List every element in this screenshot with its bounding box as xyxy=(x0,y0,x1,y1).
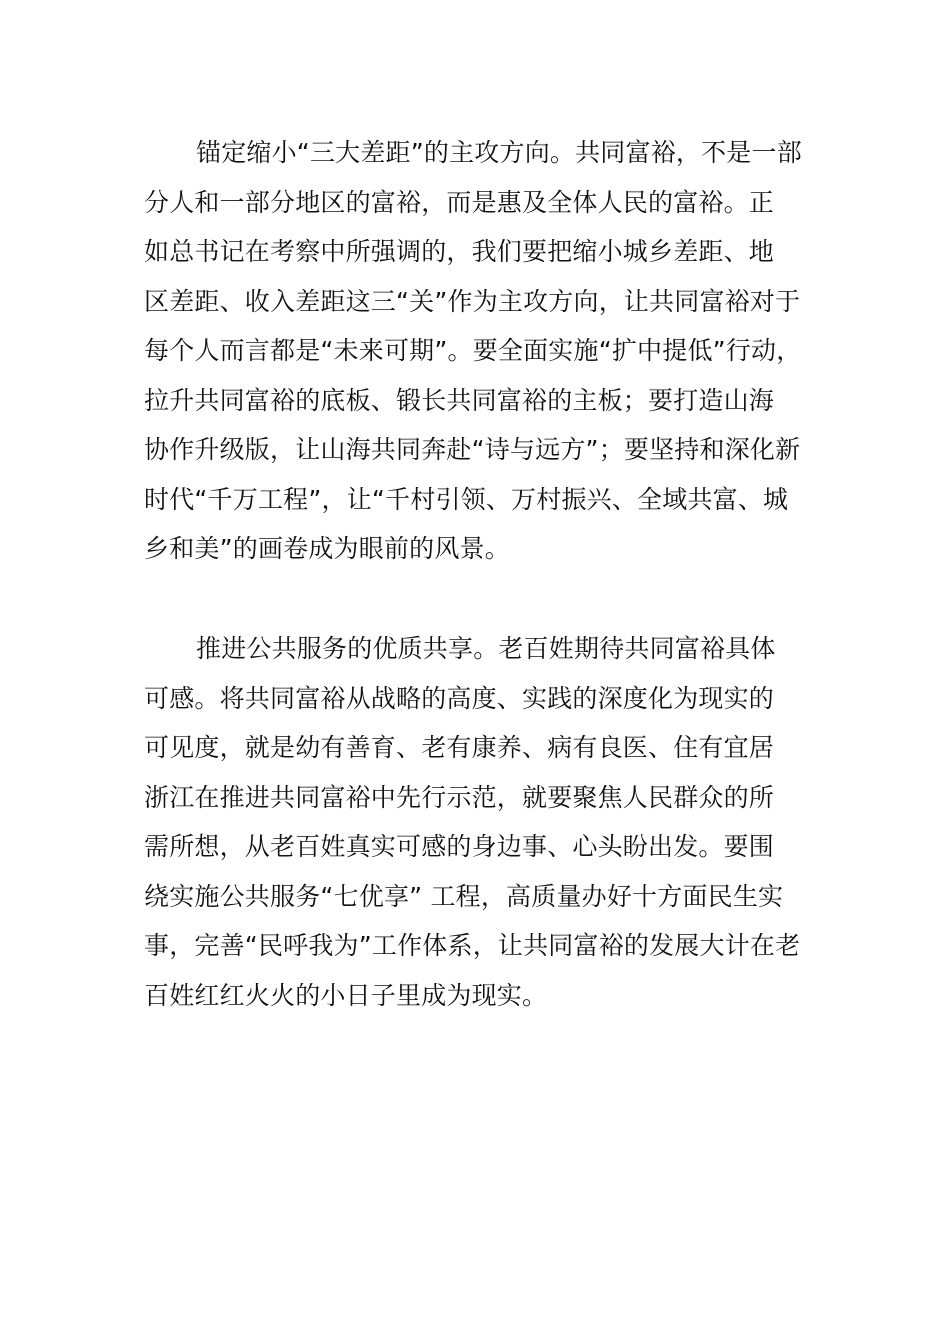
paragraph-line: 事，完善“民呼我为”工作体系，让共同富裕的发展大计在老 xyxy=(144,931,801,960)
paragraph-line: 时代“千万工程”，让“千村引领、万村振兴、全域共富、城 xyxy=(144,484,789,514)
paragraph-line: 锚定缩小“三大差距”的主攻方向。共同富裕，不是一部 xyxy=(196,138,802,167)
paragraph-line: 绕实施公共服务“七优享” 工程，高质量办好十方面民生实 xyxy=(144,881,784,911)
paragraph-line: 浙江在推进共同富裕中先行示范，就要聚焦人民群众的所 xyxy=(144,782,775,812)
paragraph-line: 区差距、收入差距这三“关”作为主攻方向，让共同富裕对于 xyxy=(144,286,801,316)
paragraph-1 xyxy=(144,128,809,574)
paragraph-2 xyxy=(144,624,809,1020)
paragraph-line: 乡和美”的画卷成为眼前的风景。 xyxy=(144,534,510,563)
paragraph-line: 百姓红红火火的小日子里成为现实。 xyxy=(144,980,548,1010)
paragraph-line: 如总书记在考察中所强调的，我们要把缩小城乡差距、地 xyxy=(144,237,775,266)
paragraph-line: 每个人而言都是“未来可期”。要全面实施“扩中提低”行动， xyxy=(144,336,802,365)
paragraph-line: 分人和一部分地区的富裕，而是惠及全体人民的富裕。正 xyxy=(144,187,775,217)
paragraph-line: 拉升共同富裕的底板、锻长共同富裕的主板；要打造山海 xyxy=(144,385,775,415)
paragraph-line: 需所想，从老百姓真实可感的身边事、心头盼出发。要围 xyxy=(144,832,775,861)
paragraph-line: 协作升级版，让山海共同奔赴“诗与远方”；要坚持和深化新 xyxy=(144,435,801,464)
paragraph-line: 可见度，就是幼有善育、老有康养、病有良医、住有宜居 xyxy=(144,733,775,762)
paragraph-line: 推进公共服务的优质共享。老百姓期待共同富裕具体 xyxy=(196,634,776,663)
paragraph-line: 可感。将共同富裕从战略的高度、实践的深度化为现实的 xyxy=(144,683,775,713)
